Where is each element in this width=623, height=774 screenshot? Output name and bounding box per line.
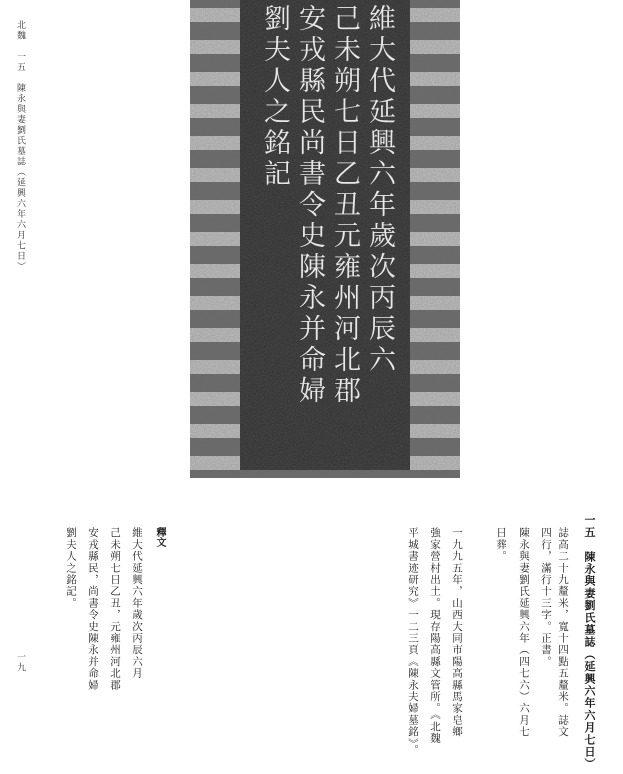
description-line-3: 陳永與妻劉氏延興六年（四七六）六月七 [518, 527, 530, 738]
inscription-column-4: 劉夫人之銘記 [259, 4, 290, 190]
description-line-4: 日葬。 [495, 527, 507, 563]
transcription-line-2: 己未朔七日乙丑，元雍州河北郡 [109, 527, 121, 691]
transcription-label: 釋文 [154, 527, 165, 547]
transcription-line-4: 劉夫人之銘記。 [65, 527, 77, 609]
description-line-5: 一九九五年，山西大同市陽高縣馬家皂鄉 [451, 527, 463, 738]
running-head: 北魏 一五 陳永與妻劉氏墓誌（延興六年六月七日） [15, 20, 25, 272]
description-line-2: 四行，滿行十三字。正書。 [540, 527, 552, 668]
description-line-1: 誌高二十九釐米，寬十四點五釐米。誌文 [557, 527, 569, 738]
page-number: 一九 [15, 652, 25, 673]
inscription-column-1: 維大代延興六年歲次丙辰六 [364, 4, 395, 376]
epitaph-rubbing-image [190, 0, 460, 478]
transcription-line-3: 安戎縣民，尚書令史陳永并命婦 [87, 527, 99, 691]
inscription-column-3: 安戎縣民尚書令史陳永并命婦 [294, 4, 325, 407]
description-line-6: 強家營村出土。現存陽高縣文管所。《北魏 [429, 527, 441, 745]
inscription-column-2: 己未朔七日乙丑元雍州河北郡 [329, 4, 360, 407]
transcription-line-1: 維大代延興六年歲次丙辰六月 [131, 527, 143, 680]
entry-title: 一五 陳永與妻劉氏墓誌（延興六年六月七日） [583, 514, 596, 771]
description-line-7: 平城書迹研究》一二三頁《陳永夫婦墓銘》。 [407, 527, 419, 756]
